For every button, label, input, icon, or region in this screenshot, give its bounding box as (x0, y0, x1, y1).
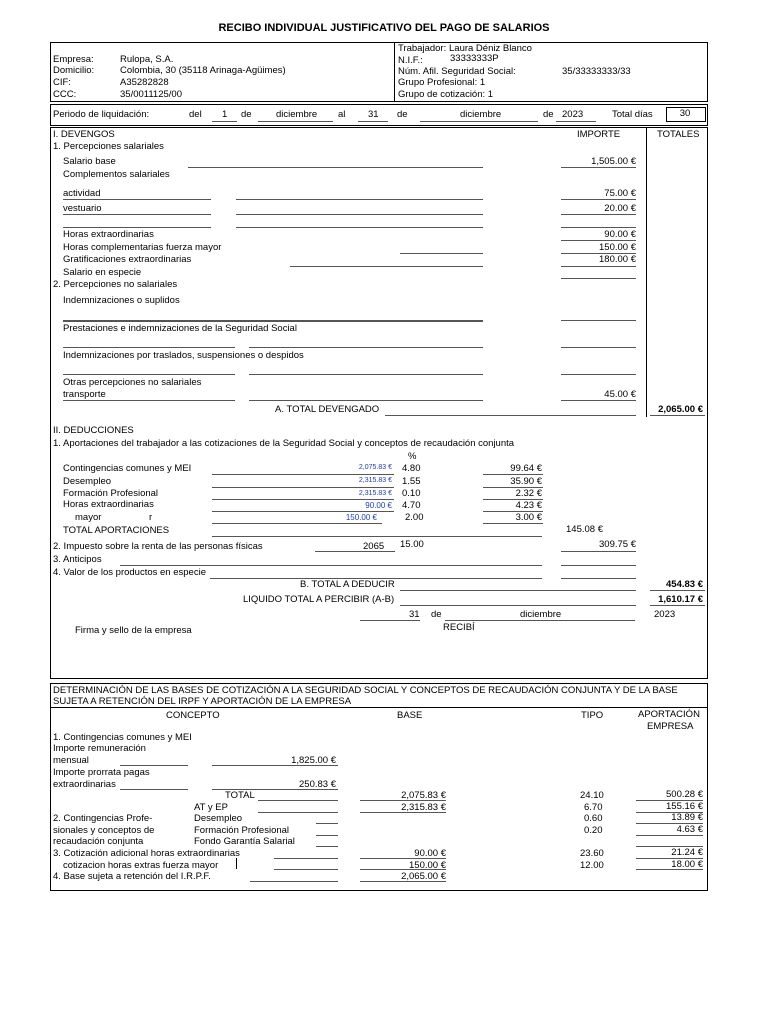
form-rule-line (360, 800, 446, 801)
form-rule-line (212, 499, 394, 500)
bases-total-base: 2,075.83 € (401, 790, 446, 801)
bases-aportacion-header-1: APORTACIÓN (638, 709, 700, 720)
ded-desempleo-tipo: 1.55 (402, 476, 421, 487)
horas-extra-label: Horas extraordinarias (63, 229, 154, 240)
total-dias-label: Total días (612, 109, 653, 120)
bases-cont-prof-1: 2. Contingencias Profe- (53, 813, 153, 824)
vestuario-value: 20.00 € (604, 203, 636, 214)
form-rule-line (646, 127, 647, 417)
bases-desempleo-tipo: 0.60 (584, 813, 603, 824)
bases-cot-horas-tipo: 23.60 (580, 848, 604, 859)
nif-label: N.I.F.: (398, 55, 423, 66)
devengos-title: I. DEVENGOS (53, 129, 115, 140)
domicilio-value: Colombia, 30 (35118 Arinaga-Agüimes) (120, 65, 286, 76)
periodo-dia-ini: 1 (222, 109, 228, 120)
form-rule-line (400, 590, 636, 591)
form-rule-line (561, 266, 636, 267)
bases-desempleo-label: Desempleo (194, 813, 243, 824)
trabajador-label: Trabajador: (398, 43, 447, 54)
form-rule-line (258, 800, 338, 801)
indemn-label: Indemnizaciones o suplidos (63, 295, 180, 306)
form-rule-line (650, 415, 705, 416)
form-rule-line (360, 620, 420, 621)
bases-mensual-value: 1,825.00 € (291, 755, 336, 766)
horas-comp-label: Horas complementarias fuerza mayor (63, 242, 222, 253)
form-rule-line (315, 551, 395, 552)
periodo-del: del (189, 109, 202, 120)
ded-horas-importe: 4.23 € (515, 500, 542, 511)
liquido-label: LIQUIDO TOTAL A PERCIBIR (A-B) (243, 594, 395, 605)
gratif-label: Gratificaciones extraordinarias (63, 254, 192, 265)
periodo-mes-ini: diciembre (276, 109, 318, 120)
domicilio-label: Domicilio: (53, 65, 95, 76)
form-rule-line (236, 858, 237, 869)
ded-formacion-importe: 2.32 € (515, 488, 542, 499)
ded-cc-tipo: 4.80 (402, 463, 421, 474)
form-rule-line (236, 199, 483, 200)
form-rule-line (212, 765, 338, 766)
bases-cot-fm-tipo: 12.00 (580, 860, 604, 871)
form-rule-line (63, 227, 211, 228)
form-rule-line (212, 536, 542, 537)
ded-cc-importe: 99.64 € (510, 463, 542, 474)
ded-horas-tipo: 4.70 (402, 500, 421, 511)
ded-mayor-base: 150.00 € (345, 513, 377, 522)
periodo-de3: de (543, 109, 554, 120)
irpf-label: 2. Impuesto sobre la renta de las personas físicas (53, 541, 263, 552)
bases-total-tipo: 24.10 (580, 790, 604, 801)
form-rule-line (561, 565, 636, 566)
form-rule-line (63, 374, 235, 375)
ded-desempleo-base: 2,315.83 € (358, 477, 392, 484)
prestaciones-label: Prestaciones e indemnizaciones de la Seguridad Social (63, 323, 297, 334)
form-rule-line (188, 167, 483, 168)
afil-label: Núm. Afil. Seguridad Social: (398, 66, 516, 77)
form-rule-line (274, 869, 338, 870)
bases-fogasa-label: Fondo Garantía Salarial (194, 836, 295, 847)
form-rule-line (120, 565, 542, 566)
cif-value: A35282828 (120, 77, 169, 88)
form-rule-line (385, 415, 636, 416)
form-rule-line (236, 214, 483, 215)
horas-extra-value: 90.00 € (604, 229, 636, 240)
form-rule-line (483, 474, 543, 475)
irpf-value: 309.75 € (599, 539, 636, 550)
especie-label: Salario en especie (63, 267, 142, 278)
form-rule-line (63, 320, 483, 322)
periodo-anio: 2023 (562, 109, 584, 120)
trabajador-value: Laura Déniz Blanco (449, 43, 532, 54)
bases-base-header: BASE (397, 710, 423, 721)
bases-extraord-value: 250.83 € (299, 779, 336, 790)
salario-base-label: Salario base (63, 156, 116, 167)
transporte-value: 45.00 € (604, 389, 636, 400)
ded-desempleo-label: Desempleo (63, 476, 112, 487)
bases-title-1: DETERMINACIÓN DE LAS BASES DE COTIZACIÓN A LA SEGURIDAD SOCIAL Y CONCEPTOS DE RECAUDACIÓN CONJUNTA Y DE LA BASE (53, 685, 678, 696)
ded-mayor-tipo: 2.00 (405, 512, 424, 523)
form-rule-line (212, 474, 394, 475)
otras-label: Otras percepciones no salariales (63, 377, 202, 388)
firma-anio: 2023 (654, 609, 676, 620)
ded-horas-base: 90.00 € (365, 501, 392, 510)
salario-base-value: 1,505.00 € (591, 156, 636, 167)
bases-cot-horas-label: 3. Cotización adicional horas extraordinarias (53, 848, 240, 859)
ded-cc-label: Contingencias comunes y MEI (63, 463, 192, 474)
ccc-label: CCC: (53, 89, 77, 100)
form-rule-line (561, 227, 636, 228)
afil-value: 35/33333333/33 (562, 66, 631, 77)
document-title: RECIBO INDIVIDUAL JUSTIFICATIVO DEL PAGO DE SALARIOS (218, 22, 550, 34)
form-rule-line (400, 605, 636, 606)
form-rule-line (249, 374, 483, 375)
bases-cont-prof-3: recaudación conjunta (53, 836, 144, 847)
firma-empresa-label: Firma y sello de la empresa (75, 625, 192, 636)
periodo-dia-fin: 31 (368, 109, 379, 120)
bases-atep-aport: 155.16 € (666, 801, 703, 812)
form-rule-line (561, 214, 636, 215)
bases-irpf-base: 2,065.00 € (401, 871, 446, 882)
total-devengado-value: 2,065.00 € (658, 404, 703, 415)
ded-mayor-r: r (149, 512, 153, 523)
periodo-de2: de (397, 109, 408, 120)
bases-atep-label: AT y EP (194, 802, 228, 813)
form-rule-line (561, 347, 636, 348)
bases-cot-fm-label: cotizacion horas extras fuerza mayor (63, 860, 219, 871)
form-rule-line (561, 320, 636, 321)
form-rule-line (420, 121, 538, 122)
form-rule-line (63, 214, 211, 215)
grupo-cotizacion: Grupo de cotización: 1 (398, 89, 494, 100)
form-rule-line (556, 121, 596, 122)
total-aportaciones-value: 145.08 € (566, 524, 603, 535)
form-rule-line (249, 347, 483, 348)
ded-formacion-tipo: 0.10 (402, 488, 421, 499)
bases-cot-fm-aport: 18.00 € (671, 859, 703, 870)
percep-no-salariales: 2. Percepciones no salariales (53, 279, 178, 290)
form-rule-line (212, 121, 237, 122)
bases-cot-horas-aport: 21.24 € (671, 847, 703, 858)
ccc-value: 35/0011125/00 (120, 89, 182, 100)
form-rule-line (483, 523, 543, 524)
nif-value: 33333333P (450, 53, 499, 64)
horas-comp-value: 150.00 € (599, 242, 636, 253)
periodo-al: al (338, 109, 346, 120)
total-deducir-label: B. TOTAL A DEDUCIR (300, 579, 395, 590)
vestuario-label: vestuario (63, 203, 102, 214)
ded-cc-base: 2,075.83 € (358, 464, 392, 471)
total-devengado-label: A. TOTAL DEVENGADO (275, 404, 380, 415)
firma-dia: 31 (409, 609, 420, 620)
empresa-value: Rulopa, S.A. (120, 54, 174, 65)
bases-atep-base: 2,315.83 € (401, 802, 446, 813)
form-rule-line (63, 347, 235, 348)
aportaciones-title: 1. Aportaciones del trabajador a las cotizaciones de la Seguridad Social y conceptos de recaudación conjunta (53, 438, 515, 449)
bases-desempleo-aport: 13.89 € (671, 812, 703, 823)
percep-salariales: 1. Percepciones salariales (53, 141, 164, 152)
form-rule-line (636, 869, 703, 870)
form-rule-line (561, 400, 636, 401)
form-rule-line (358, 121, 388, 122)
bases-formacion-aport: 4.63 € (676, 824, 703, 835)
periodo-de1: de (241, 109, 252, 120)
form-rule-line (561, 240, 636, 241)
form-rule-line (212, 487, 394, 488)
bases-atep-tipo: 6.70 (584, 802, 603, 813)
bases-extraord-label: extraordinarias (53, 779, 116, 790)
form-rule-line (63, 400, 235, 401)
form-rule-line (360, 869, 446, 870)
bases-title-2: SUJETA A RETENCIÓN DEL IRPF Y APORTACIÓN DE LA EMPRESA (53, 696, 352, 707)
form-rule-line (274, 858, 338, 859)
form-rule-line (258, 812, 338, 813)
total-aportaciones-label: TOTAL APORTACIONES (63, 525, 170, 536)
bases-aportacion-header-2: EMPRESA (647, 721, 694, 732)
bases-cot-fm-base: 150.00 € (409, 860, 446, 871)
periodo-mes-fin: diciembre (460, 109, 502, 120)
form-rule-line (561, 578, 636, 579)
irpf-base: 2065 (363, 541, 385, 552)
actividad-label: actividad (63, 188, 101, 199)
bases-mensual-label: mensual (53, 755, 89, 766)
form-rule-line (400, 253, 483, 254)
liquido-value: 1,610.17 € (658, 594, 703, 605)
cif-label: CIF: (53, 77, 71, 88)
bases-cot-horas-base: 90.00 € (414, 848, 446, 859)
grupo-profesional: Grupo Profesional: 1 (398, 77, 486, 88)
bases-total-label: TOTAL (225, 790, 255, 801)
form-rule-line (316, 835, 338, 836)
gratif-value: 180.00 € (599, 254, 636, 265)
bases-cont-prof-2: sionales y conceptos de (53, 825, 155, 836)
complementos-label: Complementos salariales (63, 169, 170, 180)
form-rule-line (258, 121, 333, 122)
form-rule-line (120, 789, 188, 790)
form-rule-line (650, 605, 705, 606)
bases-formacion-label: Formación Profesional (194, 825, 290, 836)
firma-de: de (431, 609, 442, 620)
form-rule-line (636, 835, 703, 836)
empresa-label: Empresa: (53, 54, 94, 65)
form-rule-line (445, 620, 635, 621)
bases-concepto-header: CONCEPTO (166, 710, 220, 721)
ded-formacion-base: 2,315.83 € (358, 490, 392, 497)
form-rule-line (561, 167, 636, 168)
ded-desempleo-importe: 35.90 € (510, 476, 542, 487)
form-rule-line (290, 266, 483, 267)
form-rule-line (360, 881, 446, 882)
firma-mes: diciembre (520, 609, 562, 620)
bases-total-aport: 500.28 € (666, 789, 703, 800)
form-rule-line (394, 42, 395, 101)
form-rule-line (316, 846, 338, 847)
traslados-label: Indemnizaciones por traslados, suspensiones o despidos (63, 350, 304, 361)
total-deducir-value: 454.83 € (666, 579, 703, 590)
form-rule-line (561, 551, 636, 552)
form-rule-line (212, 523, 382, 524)
importe-header: IMPORTE (577, 129, 621, 140)
periodo-label: Periodo de liquidación: (53, 109, 150, 120)
form-rule-line (360, 812, 446, 813)
ded-horas-label: Horas extraordinarias (63, 499, 154, 510)
form-rule-line (120, 765, 188, 766)
ded-formacion-label: Formación Profesional (63, 488, 159, 499)
irpf-tipo: 15.00 (400, 539, 424, 550)
form-rule-line (249, 400, 483, 401)
form-rule-line (360, 858, 446, 859)
form-rule-line (561, 278, 636, 279)
bases-tipo-header: TIPO (581, 710, 604, 721)
actividad-value: 75.00 € (604, 188, 636, 199)
recibi-label: RECIBÍ (443, 622, 475, 633)
bases-imp-rem: Importe remuneración (53, 743, 146, 754)
especie-ded-label: 4. Valor de los productos en especie (53, 567, 206, 578)
form-rule-line (650, 590, 705, 591)
form-rule-line (212, 511, 394, 512)
form-rule-line (561, 199, 636, 200)
form-rule-line (316, 823, 338, 824)
bases-prorrata: Importe prorrata pagas (53, 767, 150, 778)
pct-header: % (408, 451, 417, 462)
form-rule-line (250, 881, 338, 882)
form-rule-line (561, 374, 636, 375)
form-rule-line (236, 227, 483, 228)
totales-header: TOTALES (657, 129, 700, 140)
bases-formacion-tipo: 0.20 (584, 825, 603, 836)
total-dias-value: 30 (679, 108, 691, 119)
ded-mayor-label: mayor (75, 512, 102, 523)
transporte-label: transporte (63, 389, 106, 400)
form-rule-line (63, 199, 211, 200)
deducciones-title: II. DEDUCCIONES (53, 425, 134, 436)
bases-irpf-label: 4. Base sujeta a retención del I.R.P.F. (53, 871, 211, 882)
form-rule-line (50, 707, 707, 708)
bases-cc-title: 1. Contingencias comunes y MEI (53, 732, 192, 743)
ded-mayor-importe: 3.00 € (515, 512, 542, 523)
anticipos-label: 3. Anticipos (53, 554, 102, 565)
